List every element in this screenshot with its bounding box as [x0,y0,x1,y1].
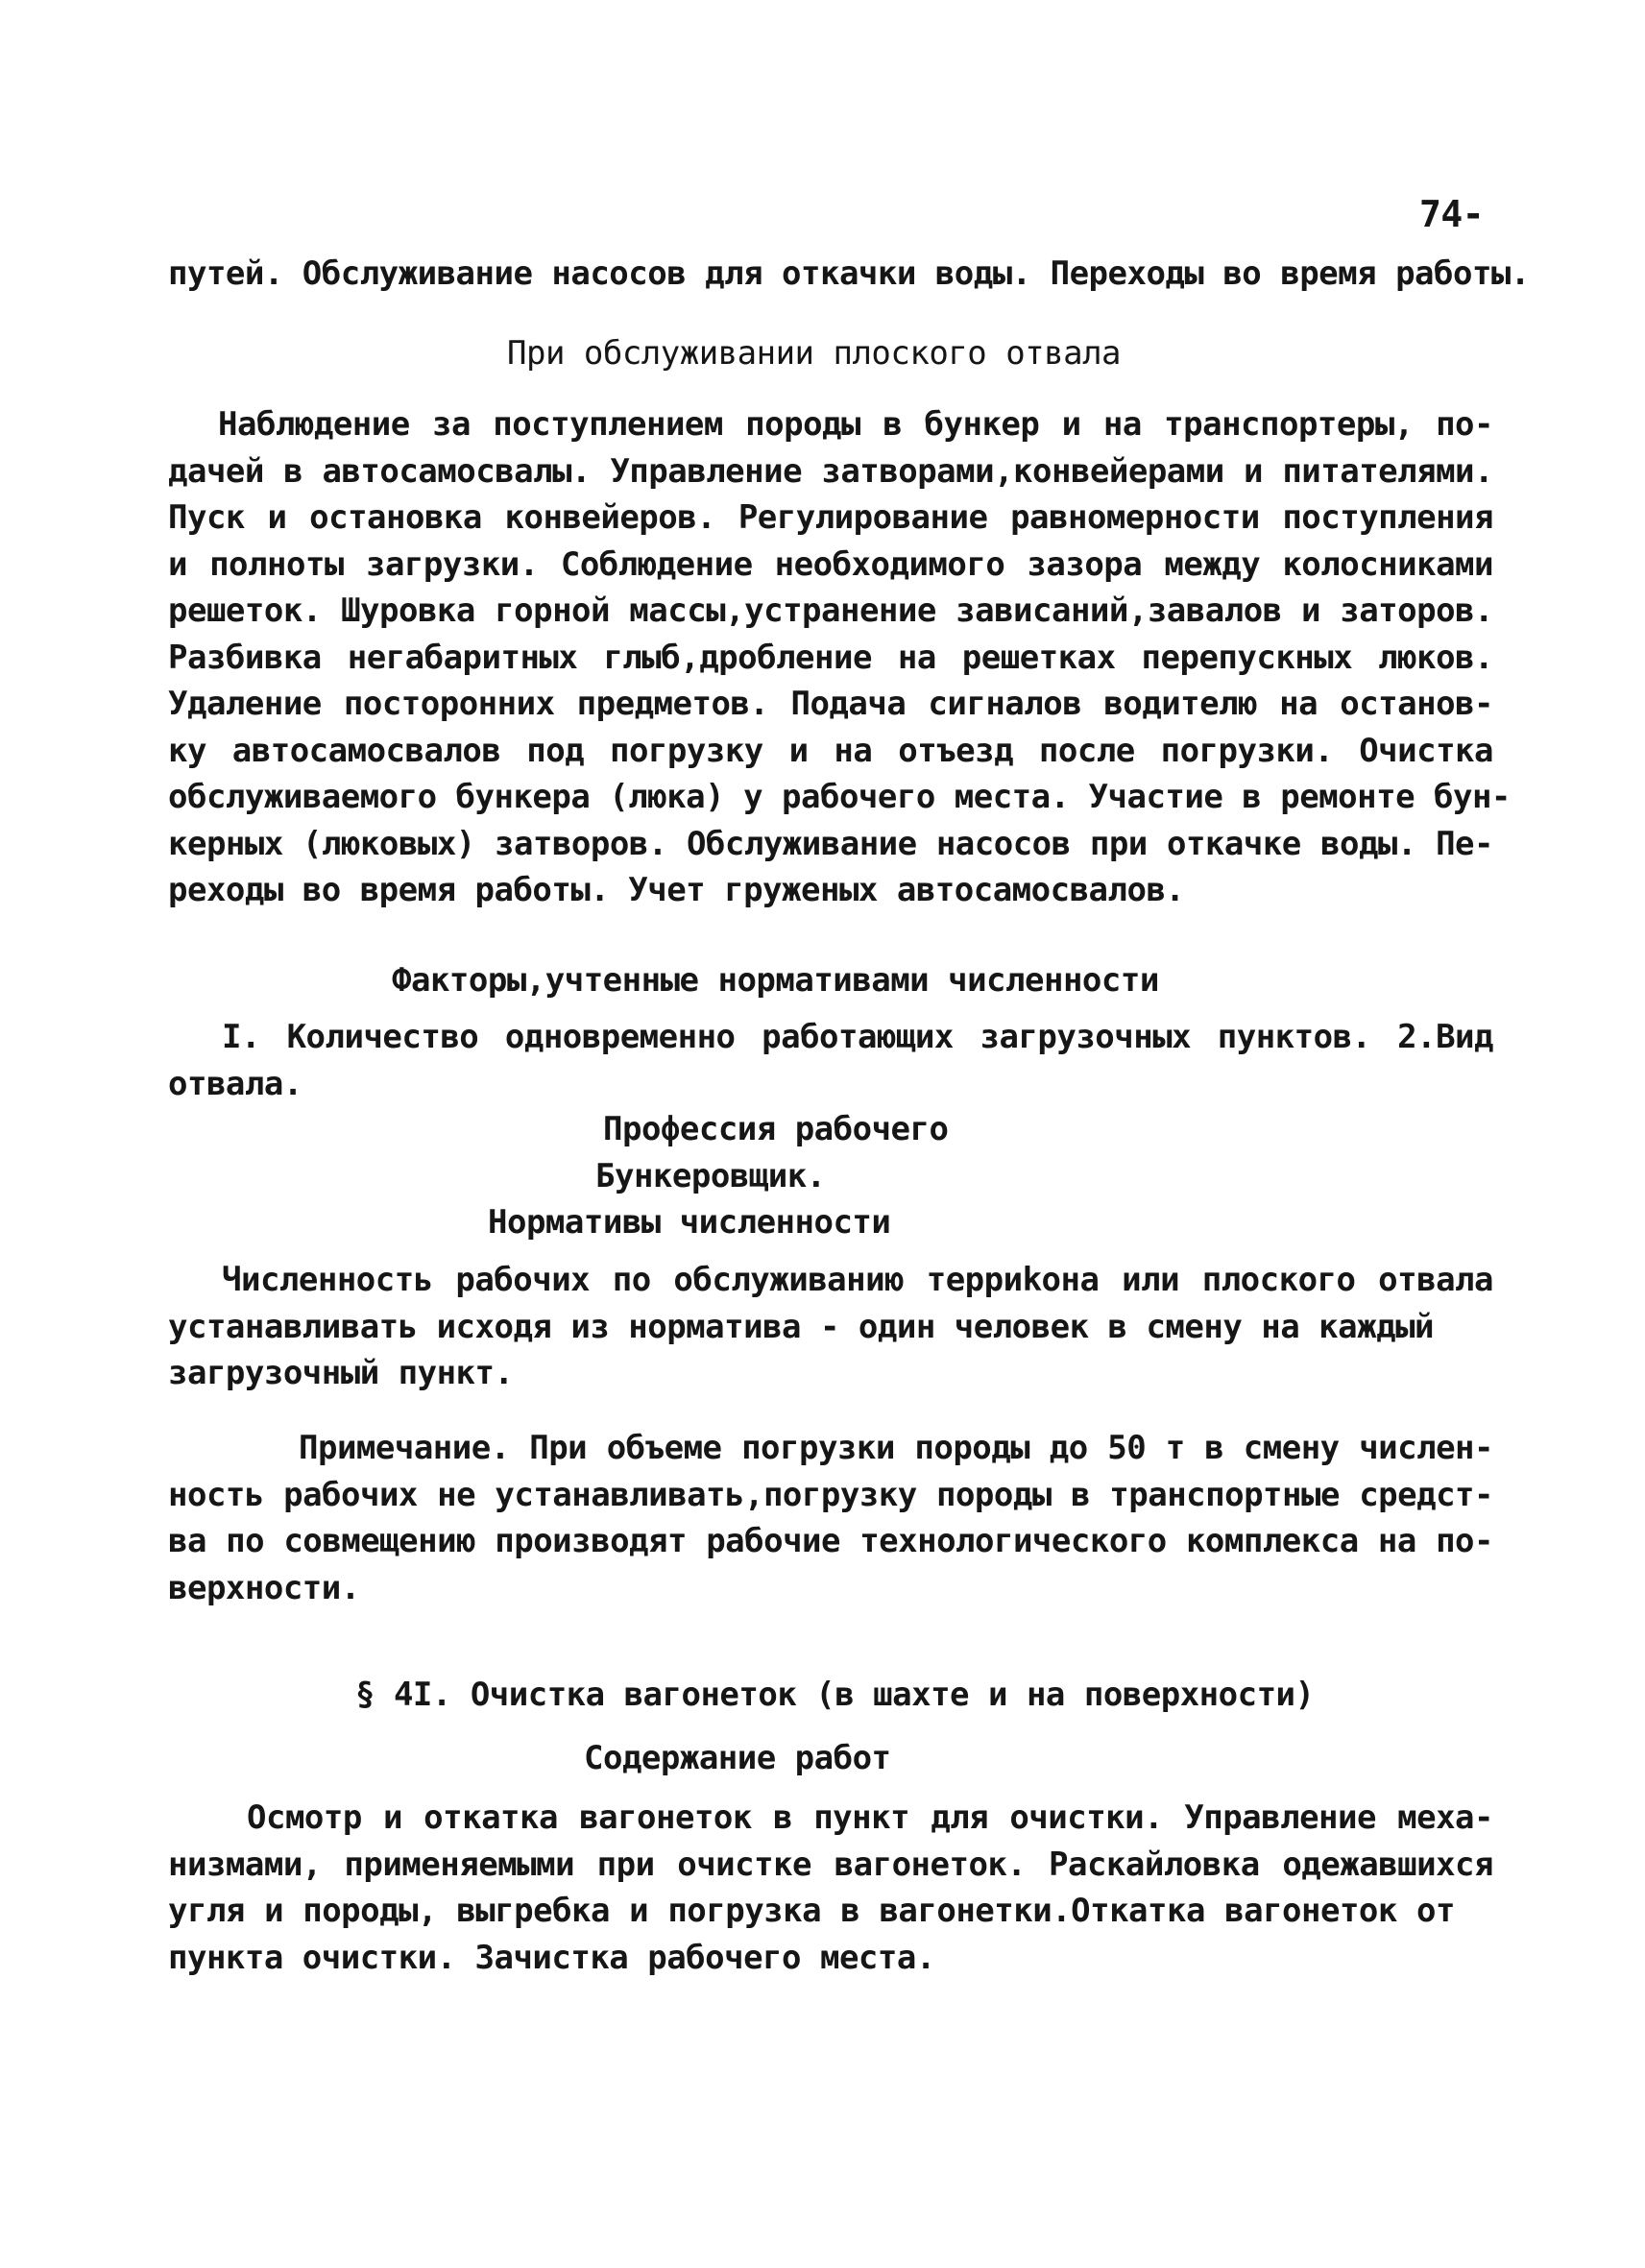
work-content-paragraph [168,1795,1493,1981]
flat-dump-line: реходы во время работы. Учет груженых автосамосвалов. [168,871,1185,909]
factors-line: I. Количество одновременно работающих загрузочных пунктов. 2.Вид [222,1018,1493,1056]
work-content-line: угля и породы, выгребка и погрузка в вагонетки.Откатка вагонеток от [168,1892,1455,1930]
flat-dump-heading: При обслуживании плоского отвала [507,334,1122,373]
flat-dump-line: решеток. Шуровка горной массы,устранение зависаний,завалов и заторов. [168,591,1493,630]
work-content-heading: Содержание работ [584,1739,891,1777]
flat-dump-line: Удаление посторонних предметов. Подача сигналов водителю на останов- [168,685,1493,723]
work-content-line: Осмотр и откатка вагонеток в пункт для очистки. Управление меха- [247,1798,1493,1837]
flat-dump-line: ку автосамосвалов под погрузку и на отъезд после погрузки. Очистка [168,731,1493,770]
work-content-line: пункта очистки. Зачистка рабочего места. [168,1938,935,1977]
norms-paragraph [168,1257,1493,1397]
flat-dump-line: дачей в автосамосвалы. Управление затворами,конвейерами и питателями. [168,451,1493,491]
profession-label: Профессия рабочего [603,1110,949,1148]
note-line: ность рабочих не устанавливать,погрузку породы в транспортные средст- [168,1475,1493,1514]
profession-name: Бункеровщик. [595,1157,826,1195]
flat-dump-line: Наблюдение за поступлением породы в бункер и на транспортеры, по- [218,405,1493,444]
page-number: 74- [1419,193,1485,235]
flat-dump-line: керных (люковых) затворов. Обслуживание насосов при откачке воды. Пе- [168,824,1493,863]
factors-line: отвала. [168,1064,302,1103]
norms-line: устанавливать исходя из норматива - один человек в смену на каждый [168,1307,1435,1346]
note-line: верхности. [168,1568,360,1607]
factors-heading: Факторы,учтенные нормативами численности [392,961,1159,1000]
flat-dump-line: обслуживаемого бункера (люка) у рабочего места. Участие в ремонте бун- [168,778,1511,816]
section-heading: § 4I. Очистка вагонеток (в шахте и на поверхности) [355,1676,1315,1714]
note-line: Примечание. При объеме погрузки породы до 50 т в смену числен- [299,1429,1493,1467]
norms-line: загрузочный пункт. [168,1354,514,1392]
continuation-line: путей. Обслуживание насосов для откачки воды. Переходы во время работы. [168,254,1530,293]
factors-paragraph [168,1014,1493,1107]
flat-dump-paragraph [168,401,1511,914]
work-content-line: низмами, применяемыми при очистке вагонеток. Раскайловка одежавшихся [168,1845,1493,1884]
norms-heading: Нормативы численности [488,1203,891,1242]
note-paragraph [168,1425,1493,1611]
flat-dump-line: Разбивка негабаритных глыб,дробление на решетках перепускных люков. [168,638,1493,677]
note-line: ва по совмещению производят рабочие технологического комплекса на по- [168,1522,1493,1560]
flat-dump-line: и полноты загрузки. Соблюдение необходимого зазора между колосниками [168,544,1493,584]
flat-dump-line: Пуск и остановка конвейеров. Регулирование равномерности поступления [168,498,1493,537]
norms-line: Численность рабочих по обслуживанию терриkона или плоского отвала [222,1261,1493,1299]
